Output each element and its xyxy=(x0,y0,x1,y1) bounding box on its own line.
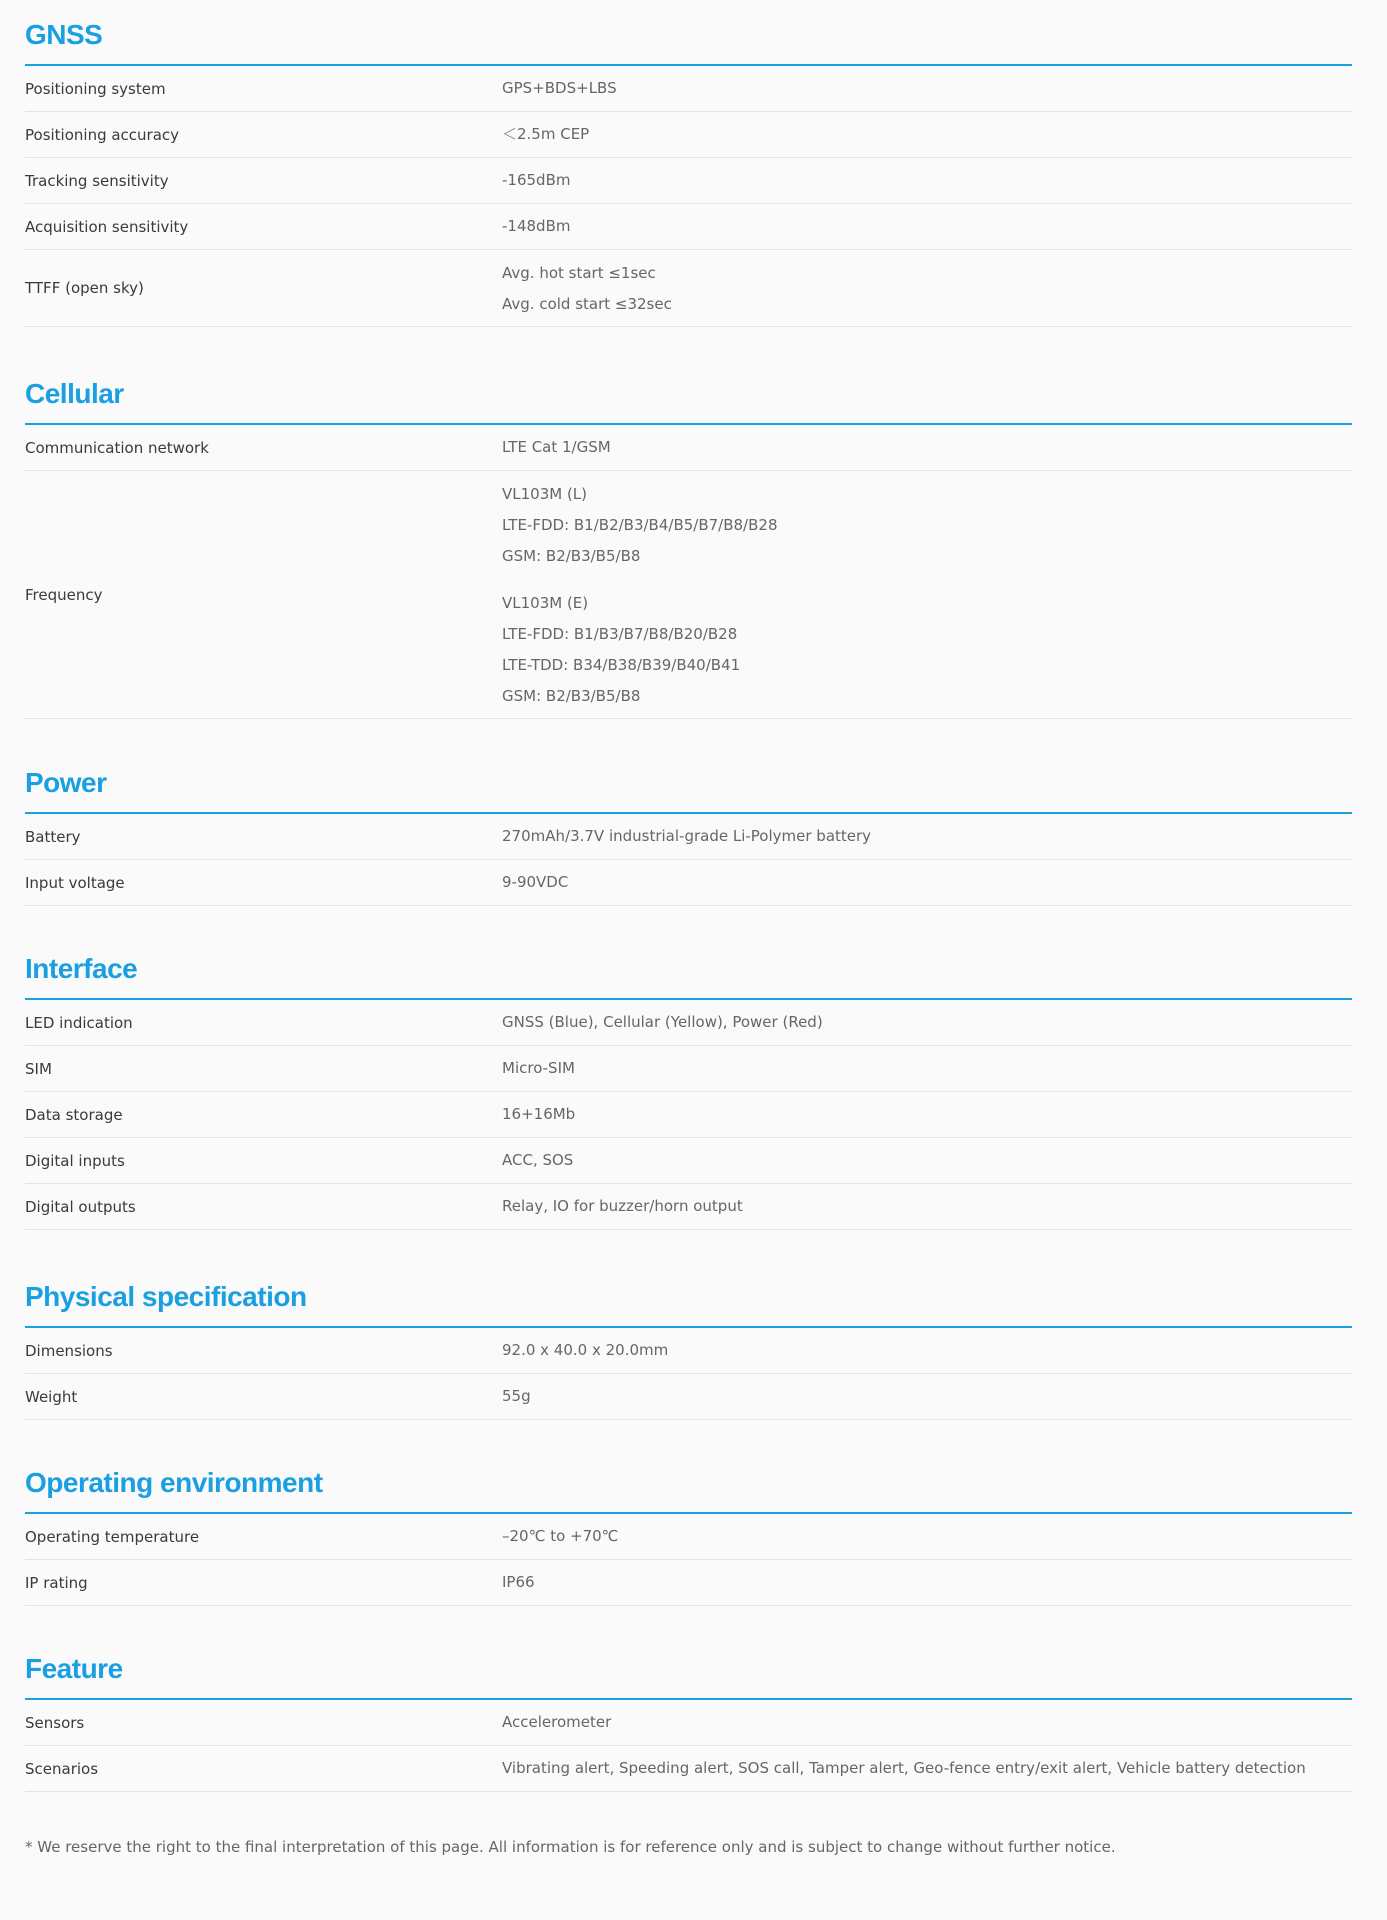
spec-row xyxy=(25,814,1352,860)
section-title: Operating environment xyxy=(25,1448,1352,1514)
spec-row xyxy=(25,158,1352,204)
spec-row xyxy=(25,1700,1352,1746)
spec-value-group xyxy=(502,1145,1352,1176)
spec-value xyxy=(502,1514,1352,1559)
spec-section-operating-environment xyxy=(25,1448,1352,1606)
spec-row xyxy=(25,250,1352,327)
spec-value-line: Avg. hot start ≤1sec xyxy=(502,264,656,282)
spec-row xyxy=(25,1514,1352,1560)
spec-value-group xyxy=(502,1707,1352,1738)
spec-label: Sensors xyxy=(25,1713,85,1732)
spec-label: Tracking sensitivity xyxy=(25,171,169,190)
spec-value-line: VL103M (L) xyxy=(502,485,588,503)
spec-value xyxy=(502,1700,1352,1745)
spec-value xyxy=(502,112,1352,157)
spec-value-line: GSM: B2/B3/B5/B8 xyxy=(502,687,641,705)
spec-section-interface xyxy=(25,934,1352,1230)
section-title: Power xyxy=(25,748,1352,814)
spec-label: Digital inputs xyxy=(25,1151,125,1170)
spec-label: Data storage xyxy=(25,1105,123,1124)
section-title: Interface xyxy=(25,934,1352,1000)
spec-label: Frequency xyxy=(25,585,103,604)
spec-value-line: 270mAh/3.7V industrial-grade Li-Polymer battery xyxy=(502,827,872,845)
spec-row xyxy=(25,1092,1352,1138)
spec-value-group xyxy=(502,432,1352,463)
spec-value xyxy=(502,66,1352,111)
spec-row xyxy=(25,1560,1352,1606)
spec-value-line: LTE Cat 1/GSM xyxy=(502,438,611,456)
spec-value-group xyxy=(502,165,1352,196)
spec-value xyxy=(502,471,1352,718)
spec-value xyxy=(502,1092,1352,1137)
spec-value-group xyxy=(502,588,1352,712)
spec-value xyxy=(502,1746,1352,1791)
spec-section-physical-specification xyxy=(25,1262,1352,1420)
spec-row xyxy=(25,66,1352,112)
spec-label: Digital outputs xyxy=(25,1197,136,1216)
spec-value-line: 16+16Mb xyxy=(502,1105,576,1123)
spec-row xyxy=(25,112,1352,158)
spec-value-group xyxy=(502,211,1352,242)
section-title: Cellular xyxy=(25,359,1352,425)
spec-value-line: -148dBm xyxy=(502,217,571,235)
spec-value xyxy=(502,1184,1352,1229)
spec-value-line: –20℃ to +70℃ xyxy=(502,1527,619,1545)
spec-value xyxy=(502,158,1352,203)
spec-value-group xyxy=(502,1567,1352,1598)
spec-value-line: GNSS (Blue), Cellular (Yellow), Power (Red) xyxy=(502,1013,823,1031)
spec-label: Communication network xyxy=(25,438,209,457)
spec-value-group xyxy=(502,119,1352,150)
spec-value-line: GSM: B2/B3/B5/B8 xyxy=(502,547,641,565)
spec-row xyxy=(25,1328,1352,1374)
spec-value-group xyxy=(502,1381,1352,1412)
spec-value-line: Accelerometer xyxy=(502,1713,612,1731)
spec-value xyxy=(502,1046,1352,1091)
spec-section-power xyxy=(25,748,1352,906)
spec-section-gnss xyxy=(25,0,1352,327)
section-title: GNSS xyxy=(25,0,1352,66)
spec-section-feature xyxy=(25,1634,1352,1792)
spec-value-group xyxy=(502,73,1352,104)
spec-row xyxy=(25,471,1352,719)
spec-label: Positioning system xyxy=(25,79,166,98)
spec-value-group xyxy=(502,1053,1352,1084)
spec-label: Dimensions xyxy=(25,1341,113,1360)
spec-value-group xyxy=(502,1521,1352,1552)
spec-value-line: LTE-FDD: B1/B3/B7/B8/B20/B28 xyxy=(502,625,738,643)
spec-value-group xyxy=(502,867,1352,898)
spec-label: SIM xyxy=(25,1059,52,1078)
spec-value xyxy=(502,1374,1352,1419)
spec-label: Positioning accuracy xyxy=(25,125,180,144)
spec-label: Acquisition sensitivity xyxy=(25,217,189,236)
spec-row xyxy=(25,1184,1352,1230)
spec-value-line: Micro-SIM xyxy=(502,1059,575,1077)
spec-value-line: VL103M (E) xyxy=(502,594,589,612)
spec-row xyxy=(25,425,1352,471)
spec-row xyxy=(25,204,1352,250)
spec-row xyxy=(25,860,1352,906)
spec-value-group xyxy=(502,479,1352,572)
spec-label: Battery xyxy=(25,827,81,846)
spec-value-line: 9-90VDC xyxy=(502,873,569,891)
spec-row xyxy=(25,1138,1352,1184)
spec-value-group xyxy=(502,258,1352,320)
spec-value-group xyxy=(502,821,1352,852)
spec-value xyxy=(502,860,1352,905)
spec-value xyxy=(502,204,1352,249)
spec-label: TTFF (open sky) xyxy=(25,279,144,297)
spec-label: Input voltage xyxy=(25,873,125,892)
spec-value xyxy=(502,1560,1352,1605)
spec-value-group xyxy=(502,1335,1352,1366)
disclaimer-footnote: * We reserve the right to the final interpretation of this page. All information is for reference only and is subject to change without further notice. xyxy=(25,1838,1116,1856)
section-title: Physical specification xyxy=(25,1262,1352,1328)
spec-value xyxy=(502,1138,1352,1183)
spec-label: LED indication xyxy=(25,1013,133,1032)
section-title: Feature xyxy=(25,1634,1352,1700)
spec-section-cellular xyxy=(25,359,1352,719)
spec-value-line: LTE-TDD: B34/B38/B39/B40/B41 xyxy=(502,656,741,674)
spec-row xyxy=(25,1000,1352,1046)
spec-value-line: Relay, IO for buzzer/horn output xyxy=(502,1197,743,1215)
spec-value xyxy=(502,1000,1352,1045)
spec-row xyxy=(25,1374,1352,1420)
spec-label: Scenarios xyxy=(25,1759,99,1778)
spec-value-group xyxy=(502,1191,1352,1222)
spec-value xyxy=(502,814,1352,859)
spec-value xyxy=(502,425,1352,470)
spec-value-group xyxy=(502,1099,1352,1130)
spec-value-group xyxy=(502,1007,1352,1038)
spec-value-line: GPS+BDS+LBS xyxy=(502,79,617,97)
spec-value xyxy=(502,1328,1352,1373)
spec-value-line: LTE-FDD: B1/B2/B3/B4/B5/B7/B8/B28 xyxy=(502,516,778,534)
spec-row xyxy=(25,1046,1352,1092)
spec-value-line: Vibrating alert, Speeding alert, SOS call, Tamper alert, Geo-fence entry/exit alert, Vehicle battery detection xyxy=(502,1759,1306,1777)
spec-value-group xyxy=(502,1753,1352,1784)
spec-label: IP rating xyxy=(25,1573,88,1592)
spec-value-line: ＜2.5m CEP xyxy=(502,125,590,143)
spec-value-line: -165dBm xyxy=(502,171,571,189)
spec-label: Operating temperature xyxy=(25,1527,200,1546)
spec-value-line: 92.0 x 40.0 x 20.0mm xyxy=(502,1341,669,1359)
spec-value-line: ACC, SOS xyxy=(502,1151,574,1169)
spec-value xyxy=(502,250,1352,326)
spec-row xyxy=(25,1746,1352,1792)
spec-value-line: IP66 xyxy=(502,1573,535,1591)
spec-value-line: Avg. cold start ≤32sec xyxy=(502,295,672,313)
spec-label: Weight xyxy=(25,1387,78,1406)
spec-value-line: 55g xyxy=(502,1387,531,1405)
